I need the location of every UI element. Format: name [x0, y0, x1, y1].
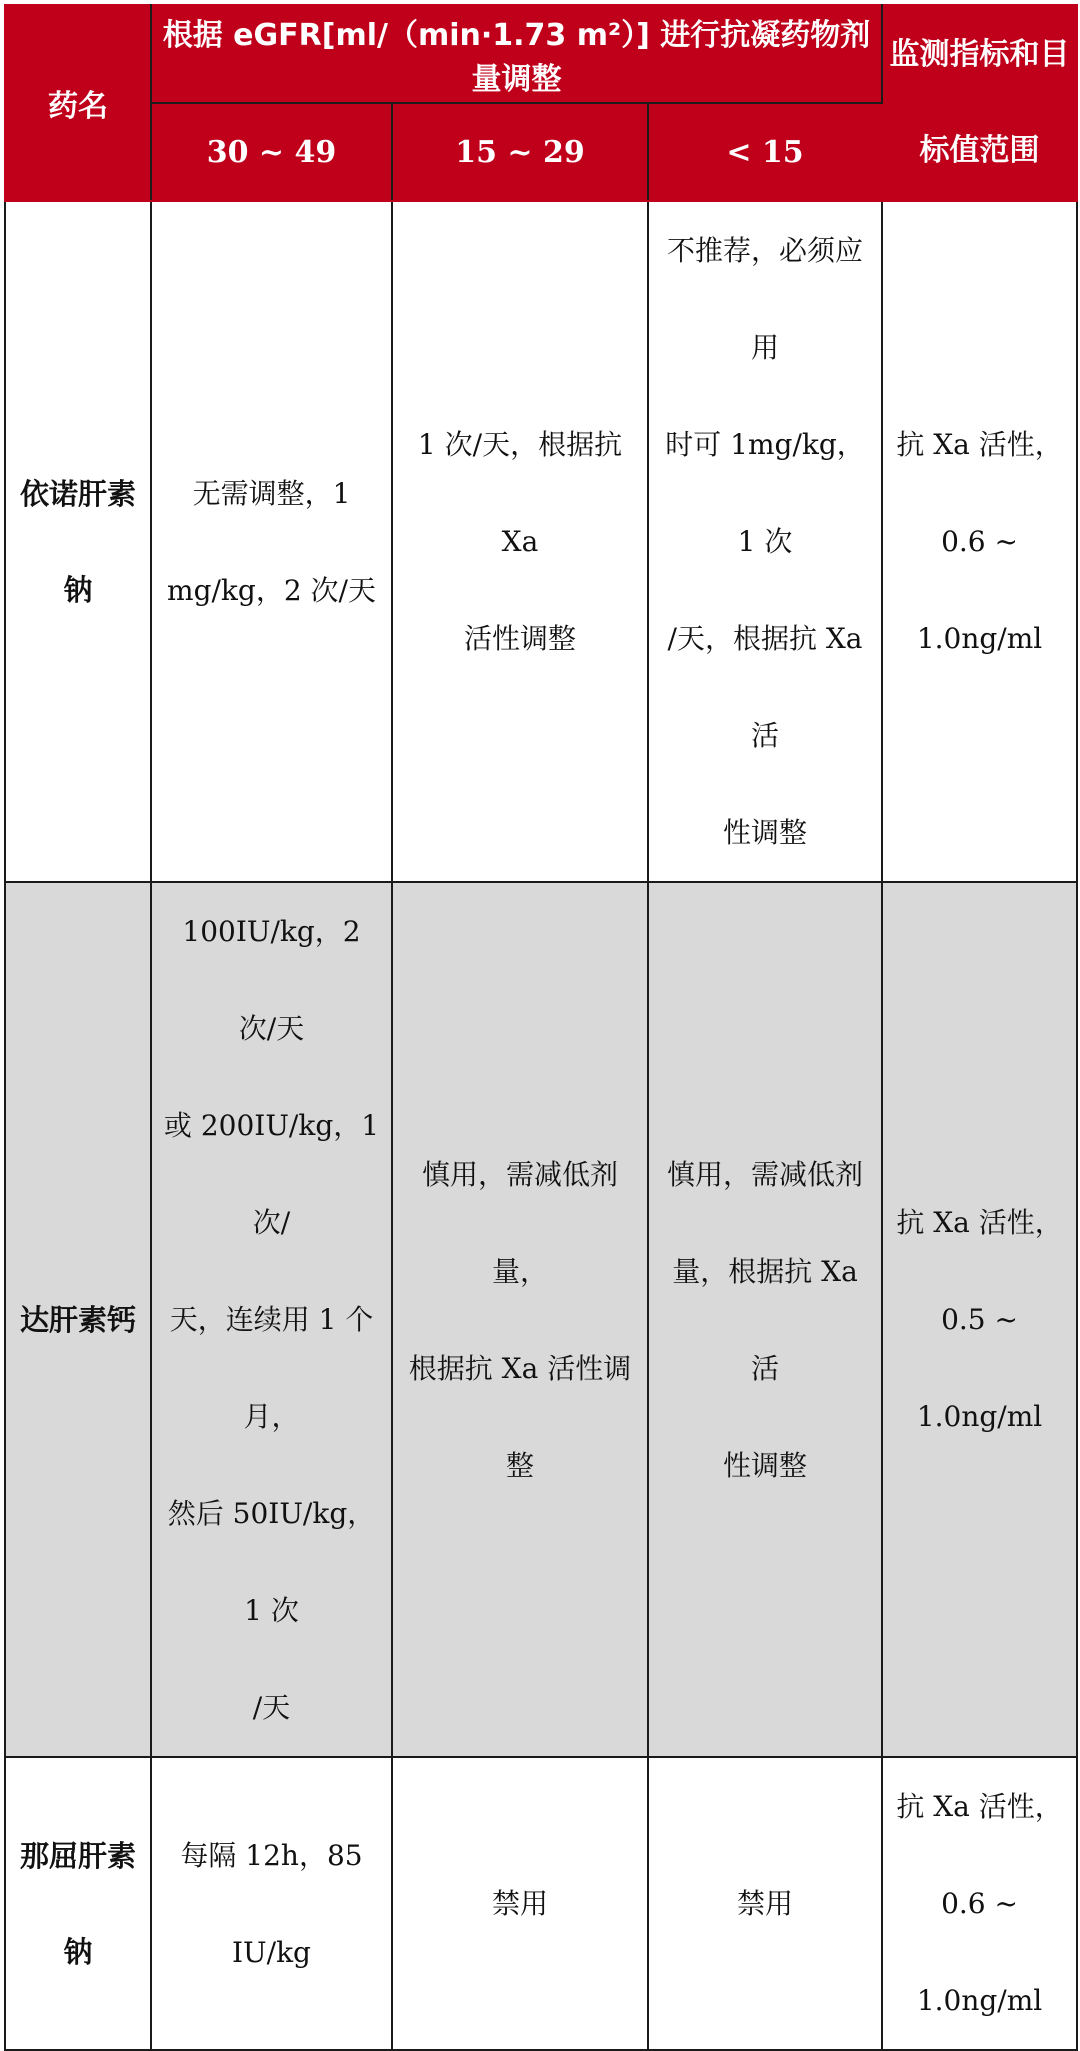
header-monitor-line1: 监测指标和目: [889, 37, 1070, 72]
dose-15-29-cell: 1 次/天，根据抗 Xa 活性调整: [392, 201, 648, 882]
dose-15-29-cell: 禁用: [392, 1757, 648, 2050]
dose-15-29-cell: 慎用，需减低剂量， 根据抗 Xa 活性调 整: [392, 882, 648, 1757]
dosage-table: [4, 4, 1078, 2051]
drug-name-cell: 依诺肝素 钠: [5, 201, 151, 882]
drug-name-cell: 那屈肝素 钠: [5, 1757, 151, 2050]
header-drug-name: 药名: [5, 5, 151, 201]
dose-30-49-cell: 100IU/kg，2 次/天 或 200IU/kg，1 次/ 天，连续用 1 个月， 然后 50IU/kg，1 次 /天: [151, 882, 392, 1757]
header-range-30-49: 30 ~ 49: [151, 103, 392, 201]
header-monitor-line2: 标值范围: [919, 133, 1040, 168]
monitor-cell: 抗 Xa 活性， 0.5 ~ 1.0ng/ml: [882, 882, 1077, 1757]
table-row: [5, 882, 1077, 1757]
drug-name-cell: 达肝素钙: [5, 882, 151, 1757]
dose-lt-15-cell: 禁用: [648, 1757, 882, 2050]
header-range-15-29: 15 ~ 29: [392, 103, 648, 201]
header-egfr-title: 根据 eGFR[ml/（min·1.73 m²）] 进行抗凝药物剂量调整: [151, 5, 882, 103]
table-row: [5, 201, 1077, 882]
header-monitor: [882, 5, 1077, 201]
dose-lt-15-cell: 不推荐，必须应用 时可 1mg/kg，1 次 /天，根据抗 Xa 活 性调整: [648, 201, 882, 882]
dose-30-49-cell: 无需调整，1 mg/kg，2 次/天: [151, 201, 392, 882]
dose-lt-15-cell: 慎用，需减低剂 量，根据抗 Xa 活 性调整: [648, 882, 882, 1757]
monitor-cell: 抗 Xa 活性， 0.6 ~ 1.0ng/ml: [882, 1757, 1077, 2050]
monitor-cell: 抗 Xa 活性， 0.6 ~ 1.0ng/ml: [882, 201, 1077, 882]
table-row: [5, 1757, 1077, 2050]
dose-30-49-cell: 每隔 12h，85 IU/kg: [151, 1757, 392, 2050]
header-range-lt-15: < 15: [648, 103, 882, 201]
